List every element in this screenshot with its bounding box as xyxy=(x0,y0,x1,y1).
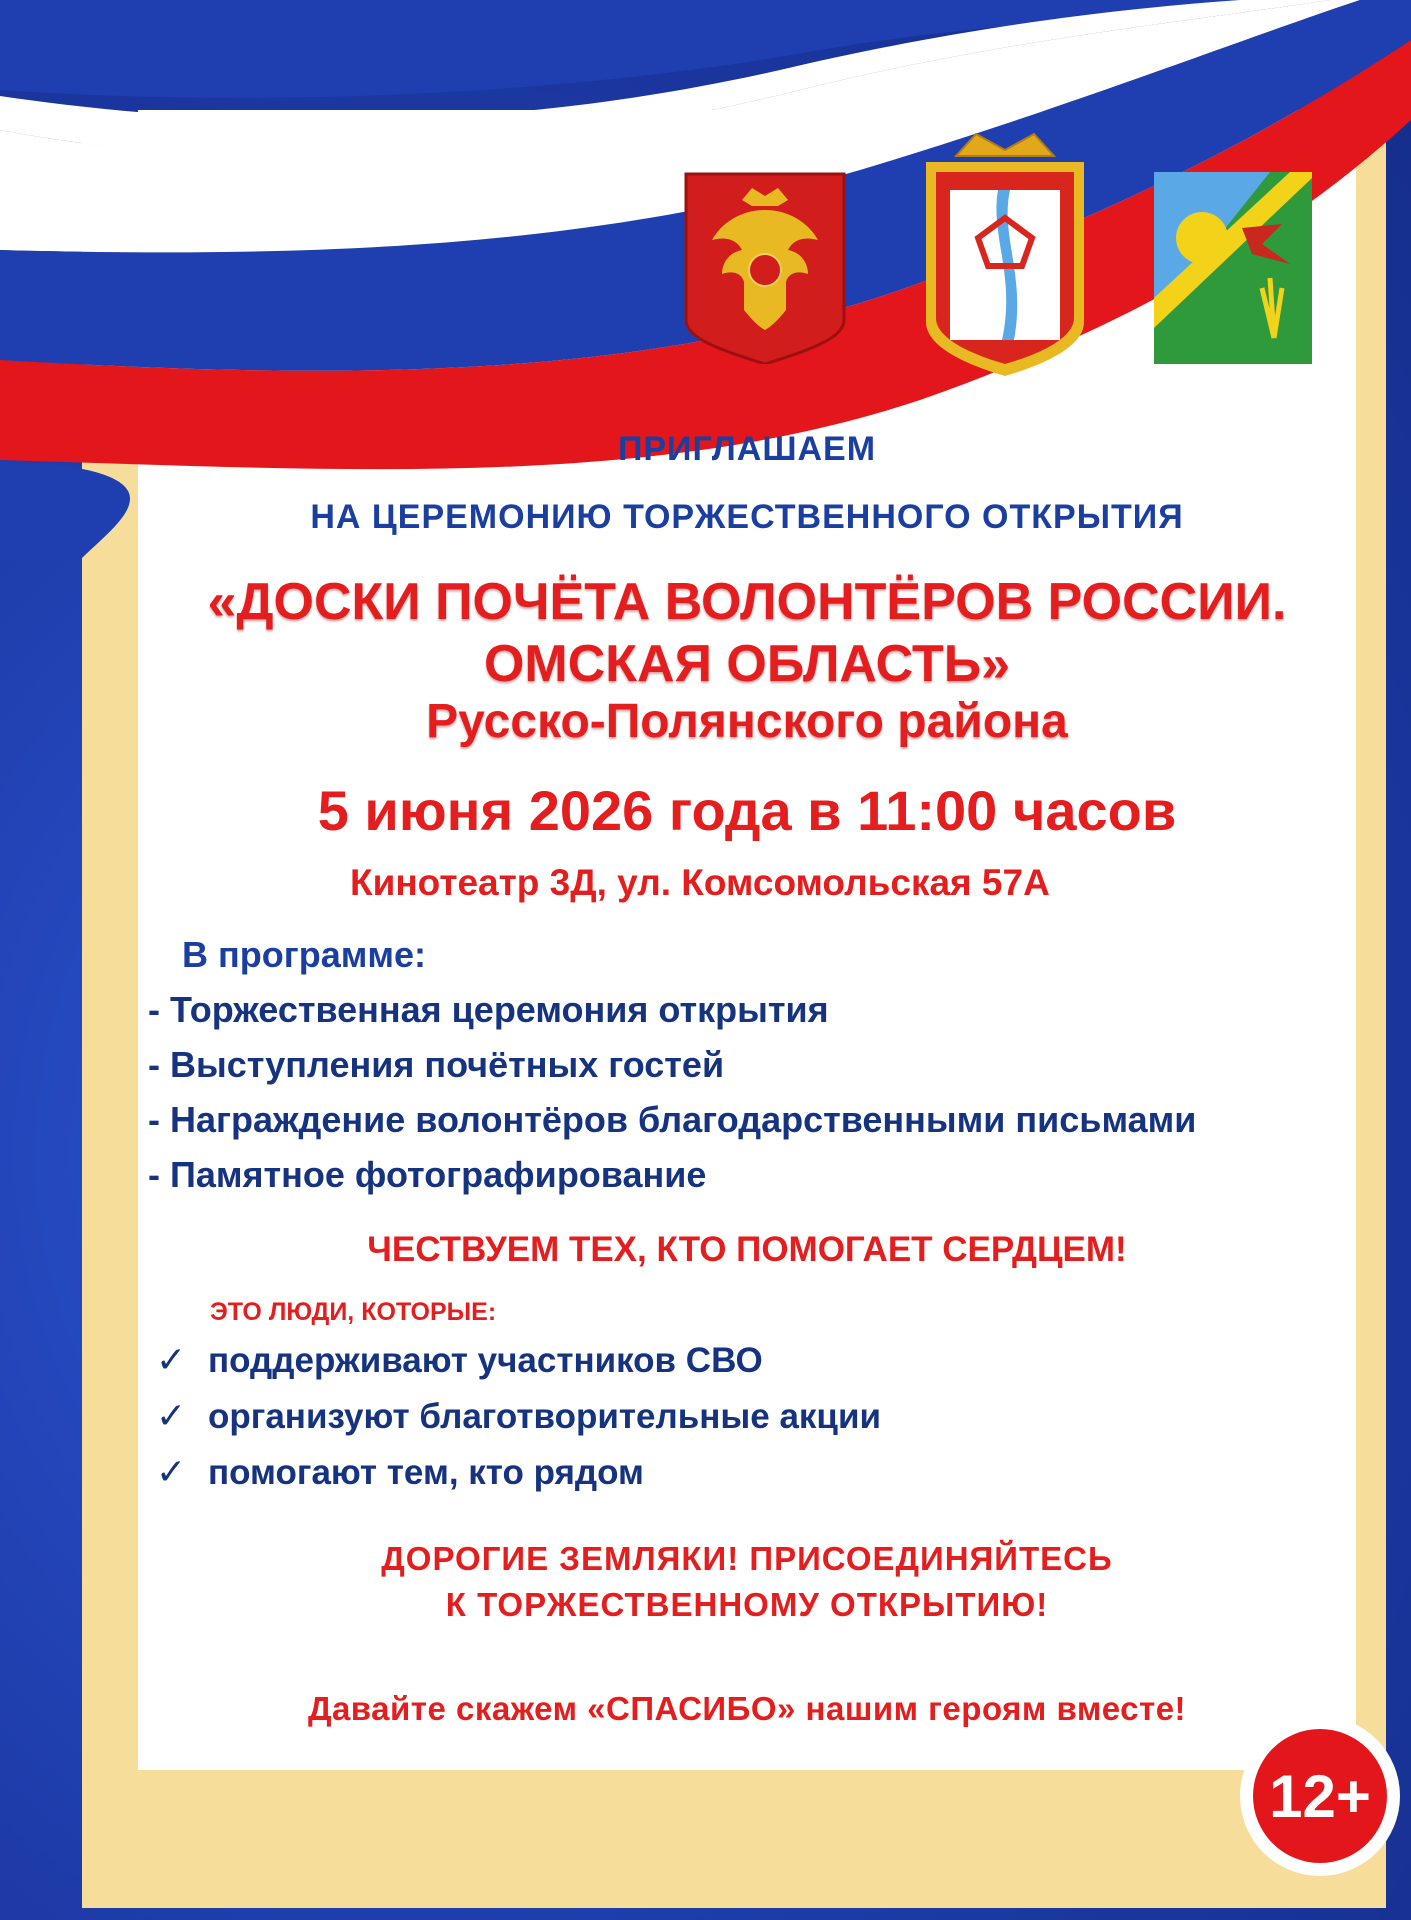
appeal-line-2: К ТОРЖЕСТВЕННОМУ ОТКРЫТИЮ! xyxy=(445,1586,1049,1623)
russko-polyansky-district-coat-of-arms-icon xyxy=(1150,168,1316,364)
program-item: - Награждение волонтёров благодарственными письмами xyxy=(148,1099,1197,1140)
checklist-item xyxy=(156,1338,881,1394)
check-mark-icon: ✓ xyxy=(156,1339,187,1380)
program-item: - Торжественная церемония открытия xyxy=(148,989,829,1030)
invite-heading: ПРИГЛАШАЕМ xyxy=(617,430,877,468)
check-mark-icon: ✓ xyxy=(156,1395,187,1436)
thanks-line: Давайте скажем «СПАСИБО» нашим героям вместе! xyxy=(307,1690,1187,1727)
checklist-item-text: помогают тем, кто рядом xyxy=(208,1453,644,1492)
event-title-line-1: «ДОСКИ ПОЧЁТА ВОЛОНТЁРОВ РОССИИ. xyxy=(207,573,1287,631)
checklist-item-text: поддерживают участников СВО xyxy=(208,1341,763,1380)
age-rating-badge xyxy=(1240,1716,1400,1876)
people-heading: ЭТО ЛЮДИ, КОТОРЫЕ: xyxy=(210,1298,497,1326)
program-item: - Выступления почётных гостей xyxy=(148,1044,725,1085)
appeal-line-1: ДОРОГИЕ ЗЕМЛЯКИ! ПРИСОЕДИНЯЙТЕСЬ xyxy=(381,1540,1113,1577)
program-item: - Памятное фотографирование xyxy=(148,1154,707,1195)
omsk-region-coat-of-arms-icon xyxy=(916,126,1094,378)
event-title-line-2: ОМСКАЯ ОБЛАСТЬ» xyxy=(483,635,1011,693)
honor-heading: ЧЕСТВУЕМ ТЕХ, КТО ПОМОГАЕТ СЕРДЦЕМ! xyxy=(367,1230,1127,1269)
checklist-item-text: организуют благотворительные акции xyxy=(208,1397,881,1436)
event-date: 5 июня 2026 года в 11:00 часов xyxy=(317,779,1177,842)
check-mark-icon: ✓ xyxy=(156,1451,187,1492)
checklist-item xyxy=(156,1450,881,1506)
ceremony-heading: НА ЦЕРЕМОНИЮ ТОРЖЕСТВЕННОГО ОТКРЫТИЯ xyxy=(310,498,1184,536)
program-list xyxy=(148,988,1196,1208)
program-heading: В программе: xyxy=(182,934,427,975)
russia-coat-of-arms-icon xyxy=(682,170,848,364)
event-venue: Кинотеатр 3Д, ул. Комсомольская 57А xyxy=(350,862,1050,903)
checklist-item xyxy=(156,1394,881,1450)
event-title-line-3: Русско-Полянского района xyxy=(426,695,1068,748)
people-checklist xyxy=(156,1338,881,1506)
age-rating-label: 12+ xyxy=(1253,1729,1387,1863)
